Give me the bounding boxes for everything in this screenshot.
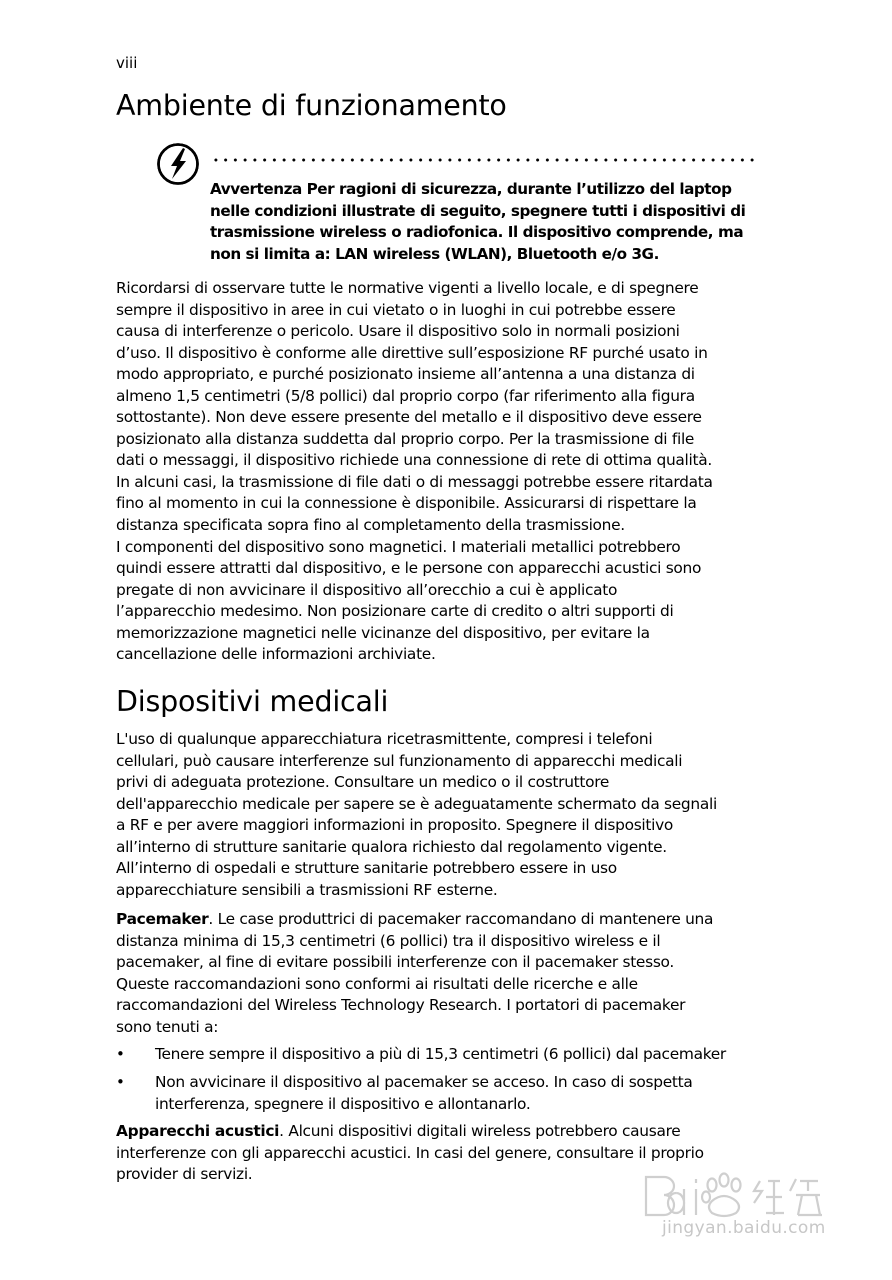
text-line: pacemaker, al fine di evitare possibili interferenze con il pacemaker stesso. — [116, 953, 674, 972]
text-line: Ricordarsi di osservare tutte le normative vigenti a livello locale, e di spegnere — [116, 279, 699, 297]
acustici-label: Apparecchi acustici — [116, 1122, 280, 1140]
text-line: distanza minima di 15,3 centimetri (6 pollici) tra il dispositivo wireless e il — [116, 931, 661, 950]
text-line: pregate di non avvicinare il dispositivo all’orecchio a cui è applicato — [116, 580, 618, 599]
text-line: dati o messaggi, il dispositivo richiede una connessione di rete di ottima qualità. — [116, 451, 712, 470]
text-line: In alcuni casi, la trasmissione di file dati o di messaggi potrebbe essere ritardata — [116, 472, 713, 491]
warning-line: nelle condizioni illustrate di seguito, spegnere tutti i dispositivi di — [210, 201, 746, 220]
warning-line: Avvertenza Per ragioni di sicurezza, durante l’utilizzo del laptop — [210, 180, 732, 198]
text-line: d’uso. Il dispositivo è conforme alle direttive sull’esposizione RF purché usato in — [116, 343, 708, 362]
section-title-ambiente: Ambiente di funzionamento — [116, 89, 507, 122]
pacemaker-label: Pacemaker — [116, 910, 209, 928]
text-line: apparecchiature sensibili a trasmissioni RF esterne. — [116, 880, 498, 899]
baidu-jingyan-watermark-logo — [640, 1167, 840, 1223]
text-line: All’interno di ospedali e strutture sanitarie potrebbero essere in uso — [116, 859, 617, 878]
text-line: raccomandazioni del Wireless Technology Research. I portatori di pacemaker — [116, 996, 686, 1015]
bullet-dot: • — [116, 1073, 125, 1091]
medicali-body — [116, 729, 776, 901]
text-line: dell'apparecchio medicale per sapere se è adeguatamente schermato da segnali — [116, 794, 717, 813]
text-line: sempre il dispositivo in aree in cui vietato o in luoghi in cui potrebbe essere — [116, 300, 676, 319]
text-line: Queste raccomandazioni sono conformi ai risultati delle ricerche e alle — [116, 974, 638, 993]
ambiente-body — [116, 278, 776, 666]
text-line: a RF e per avere maggiori informazioni in proposito. Spegnere il dispositivo — [116, 816, 674, 835]
text-line: causa di interferenze o pericolo. Usare il dispositivo solo in normali posizioni — [116, 322, 680, 341]
text-line: sottostante). Non deve essere presente del metallo e il dispositivo deve essere — [116, 408, 702, 427]
text-line — [116, 1121, 776, 1143]
text-line: all’interno di strutture sanitarie qualora richiesto dal regolamento vigente. — [116, 837, 667, 856]
text-line: cellulari, può causare interferenze sul funzionamento di apparecchi medicali — [116, 751, 683, 770]
text-line: almeno 1,5 centimetri (5/8 pollici) dal proprio corpo (far riferimento alla figura — [116, 386, 695, 405]
text-line: posizionato alla distanza suddetta dal proprio corpo. Per la trasmissione di file — [116, 429, 695, 448]
watermark-url: jingyan.baidu.com — [662, 1218, 826, 1238]
text-line: memorizzazione magnetici nelle vicinanze del dispositivo, per evitare la — [116, 623, 650, 642]
warning-lightning-icon — [156, 142, 200, 186]
bullet-text: Non avvicinare il dispositivo al pacemaker se acceso. In caso di sospetta — [155, 1073, 693, 1091]
warning-line: non si limita a: LAN wireless (WLAN), Bluetooth e/o 3G. — [210, 244, 659, 263]
text-line: L'uso di qualunque apparecchiatura ricetrasmittente, compresi i telefoni — [116, 730, 653, 748]
text-line: privi di adeguata protezione. Consultare un medico o il costruttore — [116, 773, 610, 792]
text-line: provider di servizi. — [116, 1165, 253, 1184]
text-line: quindi essere attratti dal dispositivo, e le persone con apparecchi acustici sono — [116, 559, 702, 578]
text-line: l’apparecchio medesimo. Non posizionare carte di credito o altri supporti di — [116, 602, 674, 621]
text-line: cancellazione delle informazioni archiviate. — [116, 645, 436, 664]
text-line: fino al momento in cui la connessione è disponibile. Assicurarsi di rispettare la — [116, 494, 697, 513]
page-number: viii — [116, 54, 138, 72]
section-title-medicali: Dispositivi medicali — [116, 685, 389, 718]
text-line: distanza specificata sopra fino al completamento della trasmissione. — [116, 516, 625, 535]
bullet-dot: • — [116, 1045, 125, 1063]
text-line: I componenti del dispositivo sono magnetici. I materiali metallici potrebbero — [116, 537, 681, 556]
text-line: interferenze con gli apparecchi acustici. In casi del genere, consultare il proprio — [116, 1143, 704, 1162]
warning-line: trasmissione wireless o radiofonica. Il dispositivo comprende, ma — [210, 223, 744, 242]
pacemaker-paragraph — [116, 909, 776, 1038]
pacemaker-intro: . Le case produttrici di pacemaker raccomandano di mantenere una — [208, 910, 714, 928]
text-line: modo appropriato, e purché posizionato insieme all’antenna a una distanza di — [116, 365, 695, 384]
warning-dotted-rule — [211, 157, 759, 163]
text-line — [116, 909, 776, 931]
bullet-text: Tenere sempre il dispositivo a più di 15,3 centimetri (6 pollici) dal pacemaker — [155, 1045, 726, 1063]
bullet-text: interferenza, spegnere il dispositivo e allontanarlo. — [155, 1094, 531, 1113]
text-line: sono tenuti a: — [116, 1017, 219, 1036]
warning-text — [210, 179, 770, 265]
acustici-intro: . Alcuni dispositivi digitali wireless potrebbero causare — [279, 1122, 681, 1140]
